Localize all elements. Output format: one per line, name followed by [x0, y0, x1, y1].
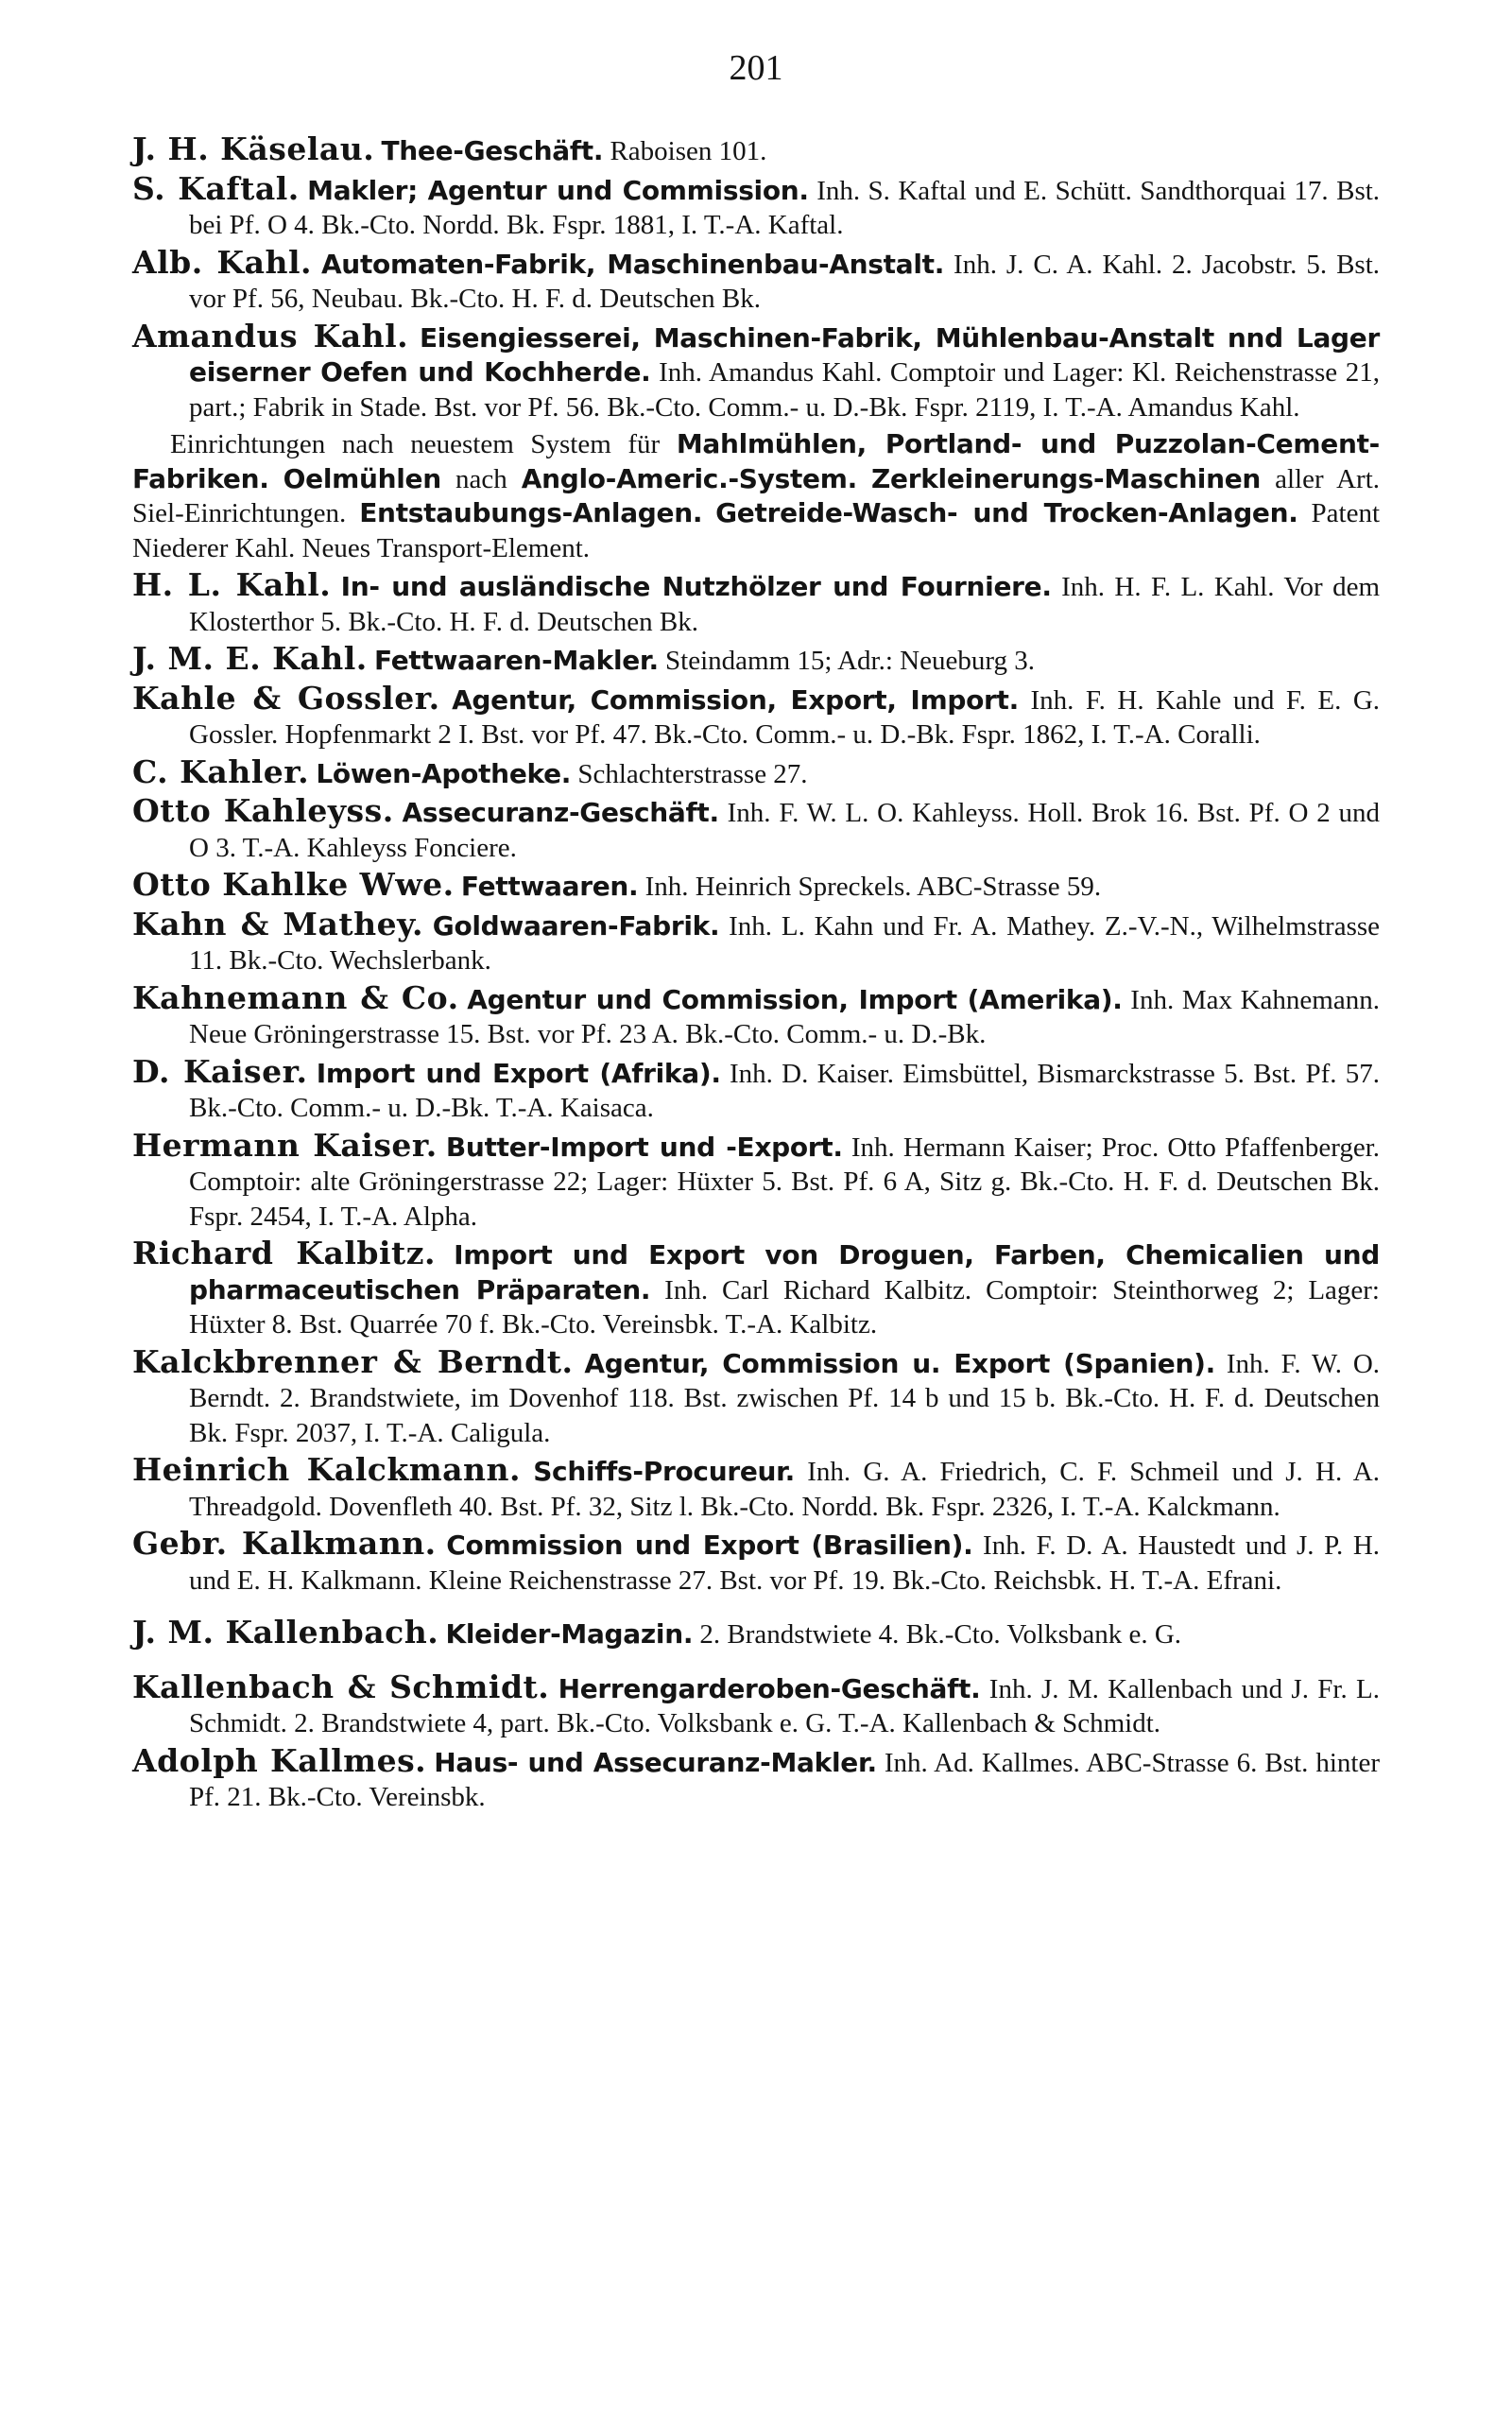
firm-name: Otto Kahlke Wwe. [132, 866, 455, 903]
entry-details: Schlachterstrasse 27. [577, 758, 808, 789]
directory-entry [132, 978, 1380, 1052]
directory-entry [132, 642, 1380, 679]
firm-name: Kahnemann & Co. [132, 978, 459, 1016]
business-type: Fettwaaren. [460, 871, 639, 902]
firm-name: J. H. Käselau. [132, 130, 375, 167]
business-type: Thee-Geschäft. [381, 135, 604, 166]
entry-details: Inh. J. C. A. Kahl. 2. Jacobstr. 5. Bst. vor Pf. 56, Neubau. Bk.-Cto. H. F. d. Deutschen Bk. [189, 249, 1380, 314]
entry-details: Inh. L. Kahn und Fr. A. Mathey. Z.-V.-N., Wilhelmstrasse 11. Bk.-Cto. Wechslerbank. [189, 910, 1381, 976]
firm-name: Richard Kalbitz. [132, 1235, 436, 1271]
business-type: Agentur, Commission u. Export (Spanien). [584, 1347, 1215, 1379]
entry-details: Inh. F. W. L. O. Kahleyss. Holl. Brok 16. Bst. Pf. O 2 und O 3. T.-A. Kahleyss Fonciere. [189, 798, 1381, 863]
directory-entry [132, 1342, 1381, 1451]
directory-entry [132, 132, 1380, 169]
firm-name: Hermann Kaiser. [132, 1126, 438, 1164]
firm-name: Kahle & Gossler. [132, 679, 440, 717]
highlight-text: Entstaubungs-Anlagen. [359, 497, 703, 528]
business-type: Butter-Import und -Export. [445, 1131, 843, 1163]
body-text [269, 464, 284, 494]
directory-entry [132, 679, 1381, 752]
business-type: Kleider-Magazin. [445, 1618, 694, 1650]
business-type: Schiffs-Procureur. [533, 1456, 796, 1487]
highlight-text: Mahlmühlen, Portland- und Puzzolan-Cement-Fabriken. [132, 428, 1380, 494]
business-type: Import und Export von Droguen, Farben, Chemicalien und pharmaceutischen Präparaten. [189, 1239, 1381, 1305]
firm-name: Otto Kahleyss. [132, 792, 394, 829]
directory-entry [132, 905, 1381, 978]
entry-details: Inh. F. W. O. Berndt. 2. Brandstwiete, im Dovenhof 118. Bst. zwischen Pf. 14 b und 15 b. Bk.-Cto. H. F. d. Deutschen Bk. Fspr. 2037, I. T.-A. Caligula. [189, 1348, 1381, 1448]
directory-entry [132, 568, 1380, 639]
firm-name: Heinrich Kalckmann. [132, 1451, 521, 1488]
directory-entry [132, 1236, 1380, 1342]
business-type: Makler; Agentur und Commission. [307, 174, 809, 206]
highlight-text: Zerkleinerungs-Maschinen [871, 462, 1262, 494]
directory-entry [132, 1126, 1381, 1235]
firm-name: C. Kahler. [132, 752, 310, 790]
firm-name: Alb. Kahl. [132, 243, 312, 281]
directory-entry [132, 868, 1380, 905]
body-text: aller Art. Siel-Einrichtungen. [132, 463, 1381, 528]
entry-details: Inh. G. A. Friedrich, C. F. Schmeil und J. H. A. Threadgold. Dovenfleth 40. Bst. Pf. 32, Sitz l. Bk.-Cto. Nordd. Bk. Fspr. 2326, I. T.-A. Kalckmann. [189, 1457, 1380, 1522]
highlight-text: Anglo-Americ.-System. [521, 462, 857, 494]
firm-name: J. M. Kallenbach. [132, 1614, 439, 1651]
body-text: Patent Niederer Kahl. Neues Transport-Element. [132, 498, 1380, 563]
entry-details: Inh. H. F. L. Kahl. Vor dem Klosterthor 5. Bk.-Cto. H. F. d. Deutschen Bk. [189, 572, 1381, 637]
firm-description [132, 427, 1380, 565]
directory-entry [132, 752, 1380, 792]
entry-details: Steindamm 15; Adr.: Neueburg 3. [665, 646, 1035, 676]
business-type: Löwen-Apotheke. [316, 757, 572, 789]
directory-entry [132, 1453, 1380, 1524]
business-type: Import und Export (Afrika). [316, 1057, 721, 1089]
directory-entry [132, 1616, 1380, 1652]
business-type: Agentur und Commission, Import (Amerika). [467, 983, 1123, 1015]
firm-name: S. Kaftal. [132, 169, 300, 207]
firm-name: J. M. E. Kahl. [132, 640, 368, 677]
business-type: Eisengiesserei, Maschinen-Fabrik, Mühlenbau-Anstalt nnd Lager eiserner Oefen und Kochherde. [189, 321, 1380, 388]
directory-entry [132, 1052, 1381, 1126]
business-type: Agentur, Commission, Export, Import. [452, 683, 1019, 716]
business-type: Goldwaaren-Fabrik. [432, 909, 720, 942]
entry-details: Raboisen 101. [610, 136, 767, 166]
body-text: Einrichtungen nach neuestem System für [170, 429, 677, 459]
body-text: nach [440, 463, 522, 494]
business-type: Herrengarderoben-Geschäft. [558, 1672, 981, 1704]
entry-details: Inh. Ad. Kallmes. ABC-Strasse 6. Bst. hinter Pf. 21. Bk.-Cto. Vereinsbk. [189, 1747, 1381, 1812]
directory-entry [132, 243, 1380, 317]
directory-entry [132, 1527, 1380, 1598]
body-text [857, 464, 871, 494]
entry-details: Inh. Heinrich Spreckels. ABC-Strasse 59. [644, 872, 1102, 902]
entry-list [132, 132, 1380, 1818]
firm-name: Kahn & Mathey. [132, 905, 423, 942]
entry-details: Inh. Max Kahnemann. Neue Gröningerstrasse 15. Bst. vor Pf. 23 A. Bk.-Cto. Comm.- u. D.-Bk. [189, 984, 1380, 1049]
entry-details: Inh. Hermann Kaiser; Proc. Otto Pfaffenberger. Comptoir: alte Gröningerstrasse 22; Lager: Hüxter 5. Bst. Pf. 6 A, Sitz g. Bk.-Cto. H. F. d. Deutschen Bk. Fspr. 2454, I. T.-A. Alpha. [189, 1132, 1381, 1232]
body-text [702, 498, 715, 528]
entry-details: Inh. Amandus Kahl. Comptoir und Lager: Kl. Reichenstrasse 21, part.; Fabrik in Stade. Bst. vor Pf. 56. Bk.-Cto. Comm.- u. D.-Bk. Fspr. 2119, I. T.-A. Amandus Kahl. [189, 357, 1381, 423]
business-type: Automaten-Fabrik, Maschinenbau-Anstalt. [320, 248, 945, 280]
page-number: 201 [729, 48, 783, 88]
entry-details: Inh. S. Kaftal und E. Schütt. Sandthorquai 17. Bst. bei Pf. O 4. Bk.-Cto. Nordd. Bk. Fspr. 1881, I. T.-A. Kaftal. [189, 175, 1381, 240]
entry-details: Inh. J. M. Kallenbach und J. Fr. L. Schmidt. 2. Brandstwiete 4, part. Bk.-Cto. Volksbank e. G. T.-A. Kallenbach & Schmidt. [189, 1673, 1380, 1738]
firm-name: Amandus Kahl. [132, 317, 409, 354]
business-type: Commission und Export (Brasilien). [446, 1530, 973, 1561]
business-type: Fettwaaren-Makler. [374, 645, 659, 676]
directory-entry [132, 169, 1381, 243]
highlight-text: Oelmühlen [283, 462, 441, 494]
entry-details: Inh. Carl Richard Kalbitz. Comptoir: Steinthorweg 2; Lager: Hüxter 8. Bst. Quarrée 70 f. Bk.-Cto. Vereinsbk. T.-A. Kalbitz. [189, 1274, 1380, 1340]
firm-name: D. Kaiser. [132, 1052, 308, 1090]
firm-name: Adolph Kallmes. [132, 1741, 427, 1779]
firm-name: Kallenbach & Schmidt. [132, 1668, 550, 1705]
business-type: Haus- und Assecuranz-Makler. [434, 1746, 877, 1778]
directory-entry [132, 794, 1380, 865]
directory-entry [132, 1741, 1381, 1815]
directory-entry [132, 1670, 1380, 1741]
directory-entry [132, 317, 1381, 425]
entry-details: Inh. F. H. Kahle und F. E. G. Gossler. Hopfenmarkt 2 I. Bst. vor Pf. 47. Bk.-Cto. Comm.- u. D.-Bk. Fspr. 1862, I. T.-A. Coralli. [189, 684, 1381, 750]
highlight-text: Getreide-Wasch- und Trocken-Anlagen. [715, 497, 1298, 528]
firm-name: Gebr. Kalkmann. [132, 1525, 437, 1562]
entry-details: Inh. F. D. A. Haustedt und J. P. H. und E. H. Kalkmann. Kleine Reichenstrasse 27. Bst. vor Pf. 19. Bk.-Cto. Reichsbk. H. T.-A. Efrani. [189, 1530, 1381, 1596]
firm-name: Kalckbrenner & Berndt. [132, 1342, 574, 1380]
entry-details: 2. Brandstwiete 4. Bk.-Cto. Volksbank e. G. [699, 1619, 1182, 1650]
entry-details: Inh. D. Kaiser. Eimsbüttel, Bismarckstrasse 5. Bst. Pf. 57. Bk.-Cto. Comm.- u. D.-Bk. T.-A. Kaisaca. [189, 1058, 1381, 1123]
business-type: In- und ausländische Nutzhölzer und Fourniere. [340, 571, 1052, 602]
firm-name: H. L. Kahl. [132, 566, 332, 603]
business-type: Assecuranz-Geschäft. [402, 797, 719, 828]
